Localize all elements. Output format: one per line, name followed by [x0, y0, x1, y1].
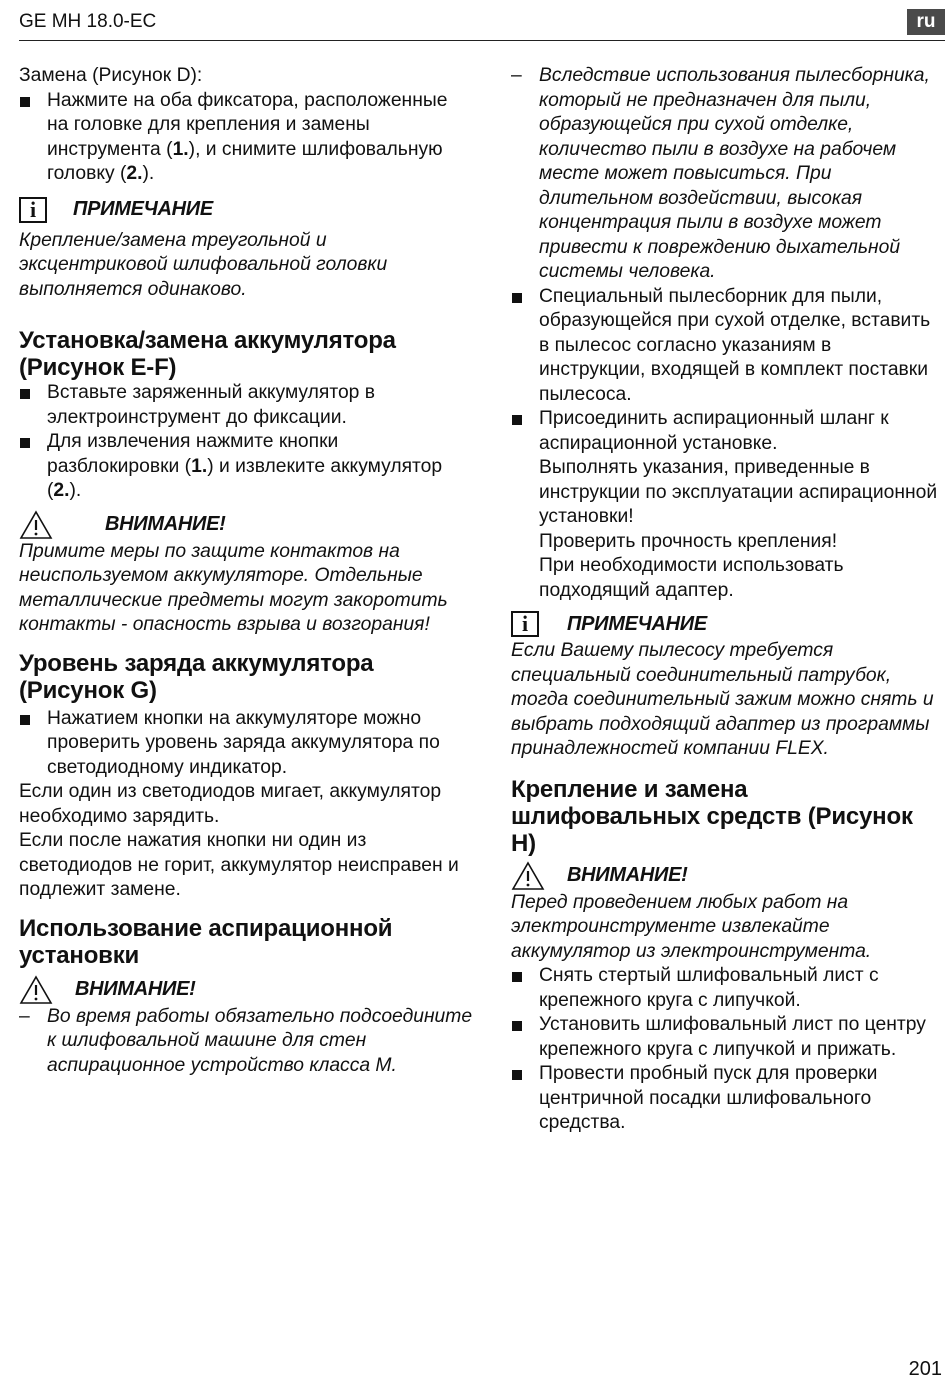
square-bullet-icon: [512, 972, 522, 982]
list-item: Установить шлифовальный лист по центру крепежного круга с липучкой и прижать.: [511, 1013, 941, 1062]
left-column: [19, 64, 474, 1078]
language-badge: ru: [907, 9, 945, 35]
square-bullet-icon: [512, 1021, 522, 1031]
warning-title: ВНИМАНИЕ!: [567, 864, 688, 886]
list-item: Вставьте заряженный аккумулятор в электроинструмент до фиксации.: [19, 381, 474, 430]
right-column: [511, 64, 941, 1136]
paragraph: Если один из светодиодов мигает, аккумулятор необходимо зарядить.: [19, 781, 442, 827]
warning-text: Перед проведением любых работ на электроинструменте извлекайте аккумулятор из электроинструмента.: [511, 891, 872, 962]
warning-triangle-icon: [19, 510, 53, 540]
square-bullet-icon: [512, 293, 522, 303]
note-text: Если Вашему пылесосу требуется специальный соединительный патрубок, тогда соединительный зажим можно снять и выбрать подходящий адаптер из программы принадлежностей компании FLEX.: [511, 640, 934, 759]
model-name: GE MH 18.0-EC: [19, 11, 157, 32]
list-item: Специальный пылесборник для пыли, образующейся при сухой отделке, вставить в пылесос согласно указаниям в инструкции, входящей в комплект поставки пылесоса.: [511, 285, 941, 408]
page-number: 201: [908, 1358, 942, 1380]
section-heading: Крепление и замена шлифовальных средств (Рисунок H): [511, 775, 913, 857]
dash-item: – Во время работы обязательно подсоедините к шлифовальной машине для стен аспирационное устройство класса M.: [19, 1005, 473, 1076]
note-title: ПРИМЕЧАНИЕ: [73, 198, 213, 220]
section-heading: Установка/замена аккумулятора (Рисунок E-F): [19, 327, 396, 381]
square-bullet-icon: [20, 438, 30, 448]
warning-heading: [511, 861, 941, 891]
section-heading: Уровень заряда аккумулятора (Рисунок G): [19, 649, 374, 704]
list-item: Нажмите на оба фиксатора, расположенные на головке для крепления и замены инструмента (1.), и снимите шлифовальную головку (2.).: [19, 89, 474, 187]
replace-intro: Замена (Рисунок D):: [19, 65, 203, 86]
square-bullet-icon: [512, 1070, 522, 1080]
square-bullet-icon: [20, 97, 30, 107]
note-title: ПРИМЕЧАНИЕ: [567, 612, 707, 635]
info-icon: i: [19, 197, 47, 223]
warning-triangle-icon: [511, 861, 545, 891]
list-item: Нажатием кнопки на аккумуляторе можно проверить уровень заряда аккумулятора по светодиодному индикатор.: [19, 707, 474, 781]
list-item: Провести пробный пуск для проверки центричной посадки шлифовального средства.: [511, 1062, 941, 1136]
warning-text: Примите меры по защите контактов на неиспользуемом аккумуляторе. Отдельные металлические предметы могут закоротить контакты - опасность взрыва и возгорания!: [19, 540, 448, 635]
square-bullet-icon: [20, 715, 30, 725]
warning-heading: [19, 975, 474, 1005]
dash-item: – Вследствие использования пылесборника, который не предназначен для пыли, образующейся при сухой отделке, количество пыли в воздухе на рабочем месте может повыситься. При длительном воздействии, высокая концентрация пыли в воздухе может привести к повреждению дыхательной системы человека.: [511, 65, 930, 282]
info-icon: i: [511, 611, 539, 637]
page-header: [19, 8, 945, 41]
warning-title: ВНИМАНИЕ!: [75, 978, 196, 1000]
warning-heading: [19, 510, 474, 540]
paragraph: Если после нажатия кнопки ни один из светодиодов не горит, аккумулятор неисправен и подлежит замене.: [19, 830, 459, 900]
square-bullet-icon: [512, 415, 522, 425]
section-heading: Использование аспирационной установки: [19, 914, 393, 969]
note-heading: [511, 609, 941, 639]
list-item: Снять стертый шлифовальный лист с крепежного круга с липучкой.: [511, 964, 941, 1013]
square-bullet-icon: [20, 389, 30, 399]
note-heading: [19, 195, 474, 225]
warning-triangle-icon: [19, 975, 53, 1005]
note-text: Крепление/замена треугольной и эксцентриковой шлифовальной головки выполняется одинаково.: [19, 229, 388, 300]
list-item: Для извлечения нажмите кнопки разблокировки (1.) и извлеките аккумулятор (2.).: [19, 430, 474, 504]
warning-title: ВНИМАНИЕ!: [105, 513, 226, 535]
list-item: Присоединить аспирационный шланг к аспирационной установке. Выполнять указания, приведенные в инструкции по эксплуатации аспирационной установки! Проверить прочность крепления! При необходимости использовать подходящий адаптер.: [511, 407, 941, 603]
